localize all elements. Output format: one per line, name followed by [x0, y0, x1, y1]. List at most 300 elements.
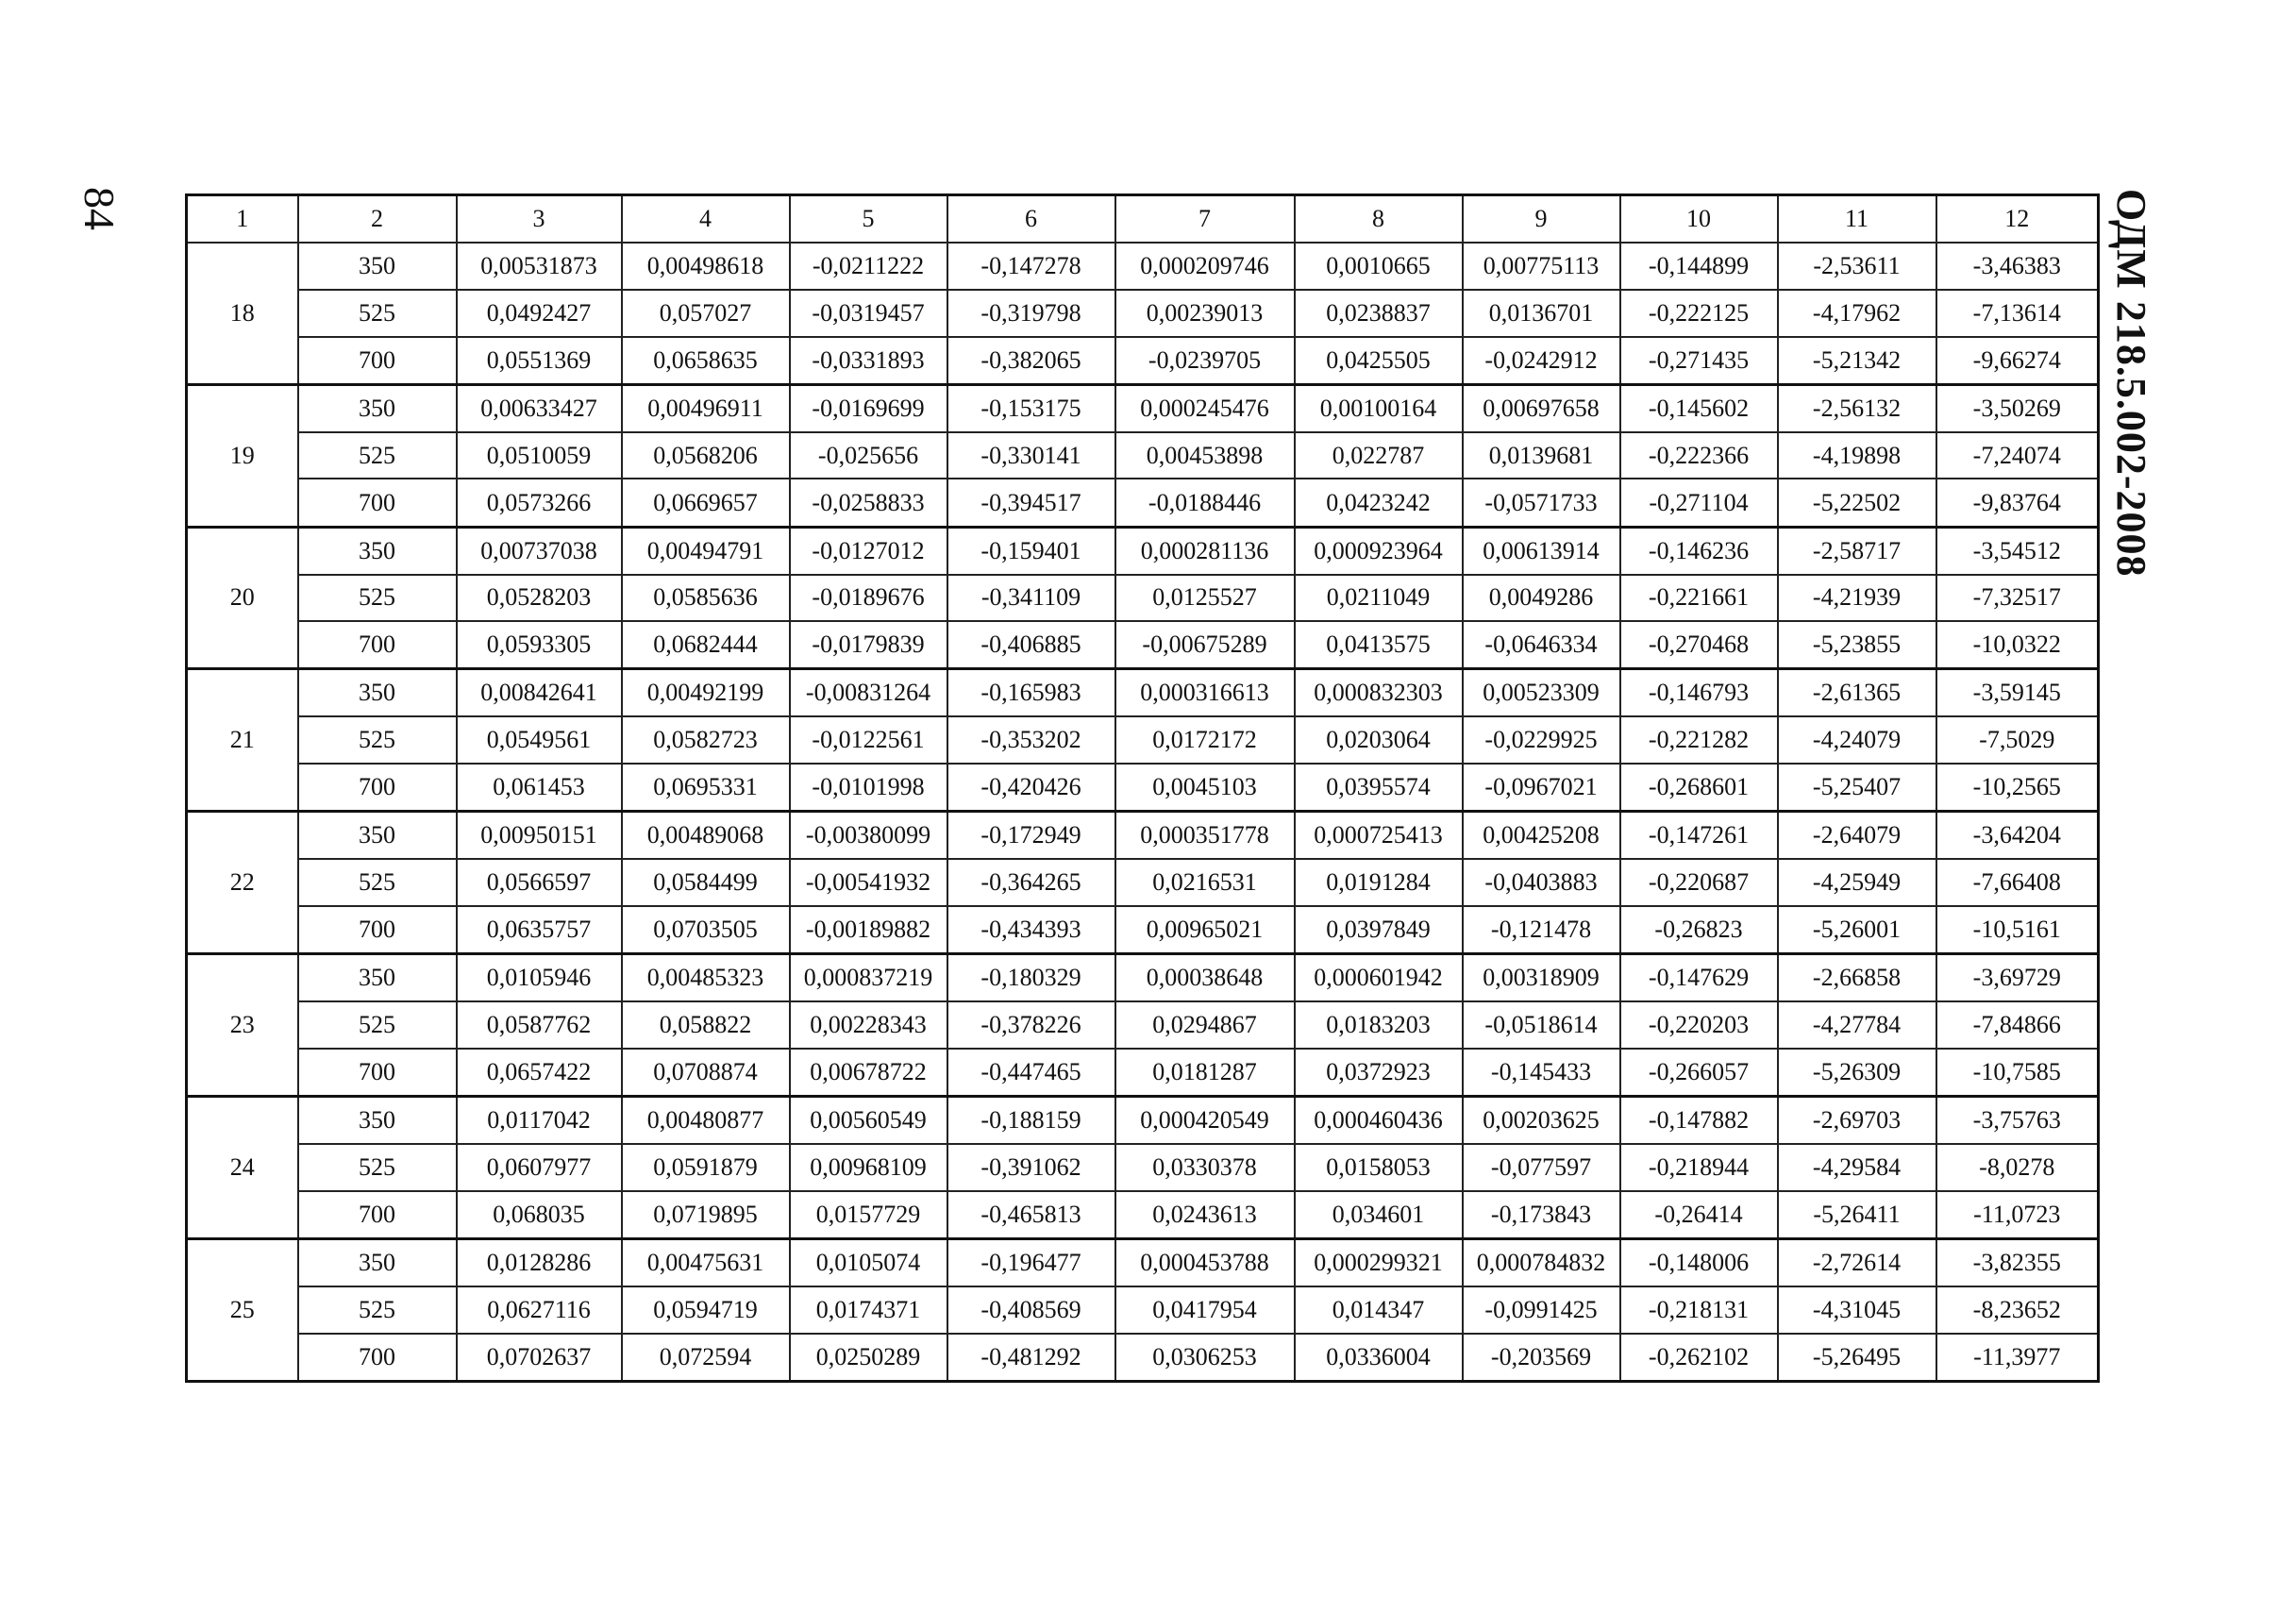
table-cell: 525 [298, 1144, 457, 1191]
table-cell: 0,0703505 [622, 906, 790, 954]
table-cell: -4,21939 [1778, 575, 1936, 622]
table-cell: -0,434393 [947, 906, 1115, 954]
table-cell: 0,0549561 [457, 716, 622, 764]
table-cell: -0,382065 [947, 337, 1115, 385]
table-cell: -9,83764 [1936, 479, 2099, 527]
table-row [187, 479, 2099, 527]
table-row [187, 243, 2099, 290]
table-cell: -0,218131 [1620, 1286, 1778, 1334]
table-cell: 0,0238837 [1295, 290, 1463, 337]
table-cell: -3,59145 [1936, 669, 2099, 717]
table-cell: -10,5161 [1936, 906, 2099, 954]
table-cell: -2,72614 [1778, 1238, 1936, 1286]
table-cell: -5,26001 [1778, 906, 1936, 954]
table-cell: 0,00489068 [622, 812, 790, 860]
table-cell: 700 [298, 906, 457, 954]
table-cell: -5,26309 [1778, 1049, 1936, 1097]
table-cell: -0,0331893 [790, 337, 947, 385]
table-cell: 350 [298, 1097, 457, 1145]
table-row [187, 1238, 2099, 1286]
table-cell: 0,000316613 [1115, 669, 1295, 717]
header-cell: 4 [622, 195, 790, 244]
table-cell: -10,2565 [1936, 764, 2099, 812]
table-cell: -4,27784 [1778, 1001, 1936, 1049]
table-cell: 350 [298, 812, 457, 860]
table-cell: -3,54512 [1936, 527, 2099, 575]
table-cell: 0,00633427 [457, 384, 622, 432]
table-cell: -0,00675289 [1115, 621, 1295, 669]
header-cell: 8 [1295, 195, 1463, 244]
table-cell: 0,0413575 [1295, 621, 1463, 669]
table-cell: -0,00189882 [790, 906, 947, 954]
table-cell: -7,13614 [1936, 290, 2099, 337]
table-cell: 0,0702637 [457, 1334, 622, 1382]
table-cell: 0,0682444 [622, 621, 790, 669]
table-cell: -5,25407 [1778, 764, 1936, 812]
table-cell: -0,0211222 [790, 243, 947, 290]
table-cell: -0,406885 [947, 621, 1115, 669]
table-cell: -0,0258833 [790, 479, 947, 527]
table-cell: 0,00492199 [622, 669, 790, 717]
table-cell: 0,0397849 [1295, 906, 1463, 954]
table-cell: -0,147278 [947, 243, 1115, 290]
table-cell: 0,0243613 [1115, 1191, 1295, 1239]
table-cell: 0,00480877 [622, 1097, 790, 1145]
table-cell: -0,0101998 [790, 764, 947, 812]
table-cell: 0,0203064 [1295, 716, 1463, 764]
table-cell: -0,180329 [947, 954, 1115, 1002]
table-cell: -0,148006 [1620, 1238, 1778, 1286]
table-cell: 0,0158053 [1295, 1144, 1463, 1191]
table-cell: -0,0242912 [1463, 337, 1620, 385]
header-cell: 1 [187, 195, 298, 244]
table-cell: 0,00496911 [622, 384, 790, 432]
table-cell: -0,220203 [1620, 1001, 1778, 1049]
table-cell: -0,00380099 [790, 812, 947, 860]
table-cell: 525 [298, 716, 457, 764]
table-row [187, 1049, 2099, 1097]
table-cell: 0,000351778 [1115, 812, 1295, 860]
table-cell: 0,072594 [622, 1334, 790, 1382]
table-cell: -0,0188446 [1115, 479, 1295, 527]
table-cell: -2,61365 [1778, 669, 1936, 717]
table-cell: 0,0585636 [622, 575, 790, 622]
table-cell: 525 [298, 1286, 457, 1334]
table-cell: 700 [298, 479, 457, 527]
table-cell: 0,00531873 [457, 243, 622, 290]
table-cell: -0,00831264 [790, 669, 947, 717]
table-cell: 0,0372923 [1295, 1049, 1463, 1097]
group-id-cell: 23 [187, 954, 298, 1097]
table-cell: -0,378226 [947, 1001, 1115, 1049]
table-cell: 0,00613914 [1463, 527, 1620, 575]
table-cell: -0,341109 [947, 575, 1115, 622]
table-row [187, 575, 2099, 622]
table-cell: 0,00678722 [790, 1049, 947, 1097]
table-cell: 0,0125527 [1115, 575, 1295, 622]
table-cell: -0,165983 [947, 669, 1115, 717]
table-row [187, 337, 2099, 385]
table-cell: 0,0587762 [457, 1001, 622, 1049]
table-row [187, 527, 2099, 575]
table-cell: -4,29584 [1778, 1144, 1936, 1191]
table-cell: -0,0403883 [1463, 859, 1620, 906]
table-row [187, 1001, 2099, 1049]
table-cell: -0,26414 [1620, 1191, 1778, 1239]
table-cell: 0,0117042 [457, 1097, 622, 1145]
table-cell: 0,00038648 [1115, 954, 1295, 1002]
table-cell: 0,00228343 [790, 1001, 947, 1049]
table-cell: 0,00318909 [1463, 954, 1620, 1002]
table-cell: -7,24074 [1936, 432, 2099, 479]
document-code: ОДМ 218.5.002-2008 [2108, 189, 2154, 578]
table-cell: -0,0229925 [1463, 716, 1620, 764]
table-cell: 0,00523309 [1463, 669, 1620, 717]
table-cell: 0,0128286 [457, 1238, 622, 1286]
table-cell: 0,000460436 [1295, 1097, 1463, 1145]
table-cell: -7,5029 [1936, 716, 2099, 764]
table-cell: 0,0183203 [1295, 1001, 1463, 1049]
header-cell: 9 [1463, 195, 1620, 244]
table-cell: 525 [298, 290, 457, 337]
table-cell: 350 [298, 1238, 457, 1286]
table-row [187, 859, 2099, 906]
group-id-cell: 24 [187, 1097, 298, 1239]
table-cell: 525 [298, 1001, 457, 1049]
table-cell: -0,26823 [1620, 906, 1778, 954]
table-cell: -0,271104 [1620, 479, 1778, 527]
table-cell: 0,000420549 [1115, 1097, 1295, 1145]
table-cell: 0,0010665 [1295, 243, 1463, 290]
table-cell: -0,146236 [1620, 527, 1778, 575]
table-cell: -0,218944 [1620, 1144, 1778, 1191]
table-cell: -2,56132 [1778, 384, 1936, 432]
table-cell: -0,0189676 [790, 575, 947, 622]
table-cell: -0,0967021 [1463, 764, 1620, 812]
table-cell: -2,64079 [1778, 812, 1936, 860]
table-cell: -4,25949 [1778, 859, 1936, 906]
table-cell: 0,0191284 [1295, 859, 1463, 906]
header-cell: 3 [457, 195, 622, 244]
table-cell: 0,000837219 [790, 954, 947, 1002]
table-cell: 0,00842641 [457, 669, 622, 717]
table-cell: 0,00560549 [790, 1097, 947, 1145]
table-cell: -4,17962 [1778, 290, 1936, 337]
table-cell: 0,0395574 [1295, 764, 1463, 812]
table-cell: 350 [298, 527, 457, 575]
table-cell: -0,00541932 [790, 859, 947, 906]
table-cell: 700 [298, 337, 457, 385]
table-cell: -0,0571733 [1463, 479, 1620, 527]
table-cell: 700 [298, 1191, 457, 1239]
table-cell: -0,147629 [1620, 954, 1778, 1002]
table-row [187, 716, 2099, 764]
table-cell: -0,447465 [947, 1049, 1115, 1097]
table-cell: 0,034601 [1295, 1191, 1463, 1239]
table-cell: -10,7585 [1936, 1049, 2099, 1097]
table-cell: -0,0991425 [1463, 1286, 1620, 1334]
table-cell: -0,353202 [947, 716, 1115, 764]
group-id-cell: 21 [187, 669, 298, 812]
table-cell: -0,420426 [947, 764, 1115, 812]
table-cell: -10,0322 [1936, 621, 2099, 669]
table-cell: 0,000453788 [1115, 1238, 1295, 1286]
table-cell: 0,0510059 [457, 432, 622, 479]
table-cell: 0,000601942 [1295, 954, 1463, 1002]
table-cell: -0,147882 [1620, 1097, 1778, 1145]
table-cell: -0,188159 [947, 1097, 1115, 1145]
table-cell: -0,0122561 [790, 716, 947, 764]
table-cell: 0,0250289 [790, 1334, 947, 1382]
table-cell: -0,153175 [947, 384, 1115, 432]
table-cell: 0,0669657 [622, 479, 790, 527]
table-cell: 0,0045103 [1115, 764, 1295, 812]
table-cell: -0,222125 [1620, 290, 1778, 337]
table-cell: -4,24079 [1778, 716, 1936, 764]
table-cell: 0,000245476 [1115, 384, 1295, 432]
table-cell: -0,271435 [1620, 337, 1778, 385]
table-cell: 0,00100164 [1295, 384, 1463, 432]
table-row [187, 432, 2099, 479]
table-cell: 0,00425208 [1463, 812, 1620, 860]
table-row [187, 812, 2099, 860]
table-cell: -2,58717 [1778, 527, 1936, 575]
table-cell: 0,00697658 [1463, 384, 1620, 432]
data-table [185, 193, 2100, 1383]
table-cell: -8,0278 [1936, 1144, 2099, 1191]
table-cell: 0,00737038 [457, 527, 622, 575]
table-cell: 0,0695331 [622, 764, 790, 812]
group-id-cell: 18 [187, 243, 298, 384]
table-cell: 0,0591879 [622, 1144, 790, 1191]
table-cell: 0,0139681 [1463, 432, 1620, 479]
table-cell: -0,077597 [1463, 1144, 1620, 1191]
table-cell: 0,0105946 [457, 954, 622, 1002]
table-cell: -0,266057 [1620, 1049, 1778, 1097]
table-cell: -0,146793 [1620, 669, 1778, 717]
table-cell: -0,0518614 [1463, 1001, 1620, 1049]
table-cell: 0,022787 [1295, 432, 1463, 479]
table-cell: 0,0105074 [790, 1238, 947, 1286]
table-cell: 0,057027 [622, 290, 790, 337]
table-cell: 0,0627116 [457, 1286, 622, 1334]
header-cell: 2 [298, 195, 457, 244]
table-cell: 0,0211049 [1295, 575, 1463, 622]
table-cell: 0,0594719 [622, 1286, 790, 1334]
table-cell: -0,221282 [1620, 716, 1778, 764]
table-cell: 0,00494791 [622, 527, 790, 575]
group-id-cell: 19 [187, 384, 298, 527]
table-cell: -0,145602 [1620, 384, 1778, 432]
table-cell: -3,46383 [1936, 243, 2099, 290]
table-cell: 700 [298, 621, 457, 669]
table-cell: 0,0528203 [457, 575, 622, 622]
header-cell: 12 [1936, 195, 2099, 244]
table-cell: 0,0172172 [1115, 716, 1295, 764]
table-row [187, 290, 2099, 337]
table-row [187, 621, 2099, 669]
table-cell: 0,0635757 [457, 906, 622, 954]
table-cell: -0,0239705 [1115, 337, 1295, 385]
table-cell: 0,00239013 [1115, 290, 1295, 337]
table-cell: 700 [298, 764, 457, 812]
table-cell: 0,0181287 [1115, 1049, 1295, 1097]
table-cell: -3,50269 [1936, 384, 2099, 432]
table-cell: 0,00203625 [1463, 1097, 1620, 1145]
table-cell: 0,00775113 [1463, 243, 1620, 290]
table-cell: 0,0425505 [1295, 337, 1463, 385]
table-cell: 0,0174371 [790, 1286, 947, 1334]
table-cell: 0,0582723 [622, 716, 790, 764]
table-cell: -0,465813 [947, 1191, 1115, 1239]
table-cell: -3,82355 [1936, 1238, 2099, 1286]
table-cell: 0,0657422 [457, 1049, 622, 1097]
table-cell: 0,00453898 [1115, 432, 1295, 479]
table-cell: 0,0294867 [1115, 1001, 1295, 1049]
table-cell: -5,22502 [1778, 479, 1936, 527]
table-cell: 525 [298, 575, 457, 622]
table-row [187, 954, 2099, 1002]
table-cell: 0,0330378 [1115, 1144, 1295, 1191]
table-cell: 0,014347 [1295, 1286, 1463, 1334]
table-cell: -5,26411 [1778, 1191, 1936, 1239]
table-cell: 0,000784832 [1463, 1238, 1620, 1286]
header-cell: 6 [947, 195, 1115, 244]
table-cell: 0,000923964 [1295, 527, 1463, 575]
table-cell: -8,23652 [1936, 1286, 2099, 1334]
table-cell: 0,0216531 [1115, 859, 1295, 906]
table-row [187, 906, 2099, 954]
table-cell: 0,061453 [457, 764, 622, 812]
table-cell: -11,0723 [1936, 1191, 2099, 1239]
table-cell: -2,53611 [1778, 243, 1936, 290]
table-cell: -2,69703 [1778, 1097, 1936, 1145]
header-cell: 10 [1620, 195, 1778, 244]
table-cell: -11,3977 [1936, 1334, 2099, 1382]
table-cell: 0,00968109 [790, 1144, 947, 1191]
table-cell: -0,394517 [947, 479, 1115, 527]
table-cell: -4,19898 [1778, 432, 1936, 479]
table-row [187, 384, 2099, 432]
table-cell: -7,66408 [1936, 859, 2099, 906]
table-cell: 0,0719895 [622, 1191, 790, 1239]
table-cell: 0,00485323 [622, 954, 790, 1002]
table-cell: 350 [298, 954, 457, 1002]
table-cell: 0,000832303 [1295, 669, 1463, 717]
table-row [187, 1191, 2099, 1239]
table-cell: 525 [298, 859, 457, 906]
table-cell: 0,0423242 [1295, 479, 1463, 527]
table-cell: 0,0136701 [1463, 290, 1620, 337]
table-cell: 0,0584499 [622, 859, 790, 906]
table-cell: 350 [298, 243, 457, 290]
table-cell: 350 [298, 384, 457, 432]
table-cell: -0,025656 [790, 432, 947, 479]
table-cell: -3,75763 [1936, 1097, 2099, 1145]
table-cell: 700 [298, 1049, 457, 1097]
table-cell: -0,203569 [1463, 1334, 1620, 1382]
table-cell: -0,408569 [947, 1286, 1115, 1334]
table-cell: 0,0566597 [457, 859, 622, 906]
table-cell: -0,145433 [1463, 1049, 1620, 1097]
table-cell: 700 [298, 1334, 457, 1382]
table-cell: -0,268601 [1620, 764, 1778, 812]
table-cell: 0,00965021 [1115, 906, 1295, 954]
table-cell: -0,172949 [947, 812, 1115, 860]
table-cell: 350 [298, 669, 457, 717]
table-cell: -0,173843 [1463, 1191, 1620, 1239]
table-cell: 0,068035 [457, 1191, 622, 1239]
table-cell: -0,0319457 [790, 290, 947, 337]
page-number: 84 [75, 187, 124, 230]
table-cell: 0,0568206 [622, 432, 790, 479]
table-cell: 0,000281136 [1115, 527, 1295, 575]
table-cell: 0,000725413 [1295, 812, 1463, 860]
table-cell: -3,69729 [1936, 954, 2099, 1002]
table-cell: -0,262102 [1620, 1334, 1778, 1382]
table-row [187, 764, 2099, 812]
table-cell: 0,0157729 [790, 1191, 947, 1239]
table-cell: 0,0607977 [457, 1144, 622, 1191]
table-cell: -0,220687 [1620, 859, 1778, 906]
table-cell: -7,32517 [1936, 575, 2099, 622]
table-cell: 0,00498618 [622, 243, 790, 290]
table-cell: 0,0658635 [622, 337, 790, 385]
table-cell: -0,0169699 [790, 384, 947, 432]
table-row [187, 1144, 2099, 1191]
table-cell: -0,0179839 [790, 621, 947, 669]
table-cell: 0,0593305 [457, 621, 622, 669]
table-cell: -2,66858 [1778, 954, 1936, 1002]
table-cell: -0,481292 [947, 1334, 1115, 1382]
table-cell: -0,222366 [1620, 432, 1778, 479]
table-cell: -0,391062 [947, 1144, 1115, 1191]
table-cell: -0,330141 [947, 432, 1115, 479]
table-cell: 0,0049286 [1463, 575, 1620, 622]
group-id-cell: 25 [187, 1238, 298, 1381]
table-cell: 0,00950151 [457, 812, 622, 860]
table-cell: -7,84866 [1936, 1001, 2099, 1049]
table-cell: -0,144899 [1620, 243, 1778, 290]
table-cell: -3,64204 [1936, 812, 2099, 860]
table-cell: 0,0573266 [457, 479, 622, 527]
table-cell: -0,0646334 [1463, 621, 1620, 669]
group-id-cell: 20 [187, 527, 298, 669]
table-cell: -5,23855 [1778, 621, 1936, 669]
header-cell: 7 [1115, 195, 1295, 244]
table-cell: 0,0306253 [1115, 1334, 1295, 1382]
table-cell: 0,0492427 [457, 290, 622, 337]
table-row [187, 669, 2099, 717]
table-cell: 525 [298, 432, 457, 479]
table-cell: -0,196477 [947, 1238, 1115, 1286]
table-cell: 0,058822 [622, 1001, 790, 1049]
table-cell: 0,00475631 [622, 1238, 790, 1286]
table-cell: -0,147261 [1620, 812, 1778, 860]
table-cell: -0,159401 [947, 527, 1115, 575]
table-cell: 0,0417954 [1115, 1286, 1295, 1334]
table-cell: -0,221661 [1620, 575, 1778, 622]
table-cell: 0,0551369 [457, 337, 622, 385]
table-cell: 0,000299321 [1295, 1238, 1463, 1286]
header-cell: 5 [790, 195, 947, 244]
table-cell: -0,121478 [1463, 906, 1620, 954]
table-cell: -5,26495 [1778, 1334, 1936, 1382]
table-cell: -0,364265 [947, 859, 1115, 906]
table-cell: -0,0127012 [790, 527, 947, 575]
table-row [187, 1286, 2099, 1334]
header-row [187, 195, 2099, 244]
